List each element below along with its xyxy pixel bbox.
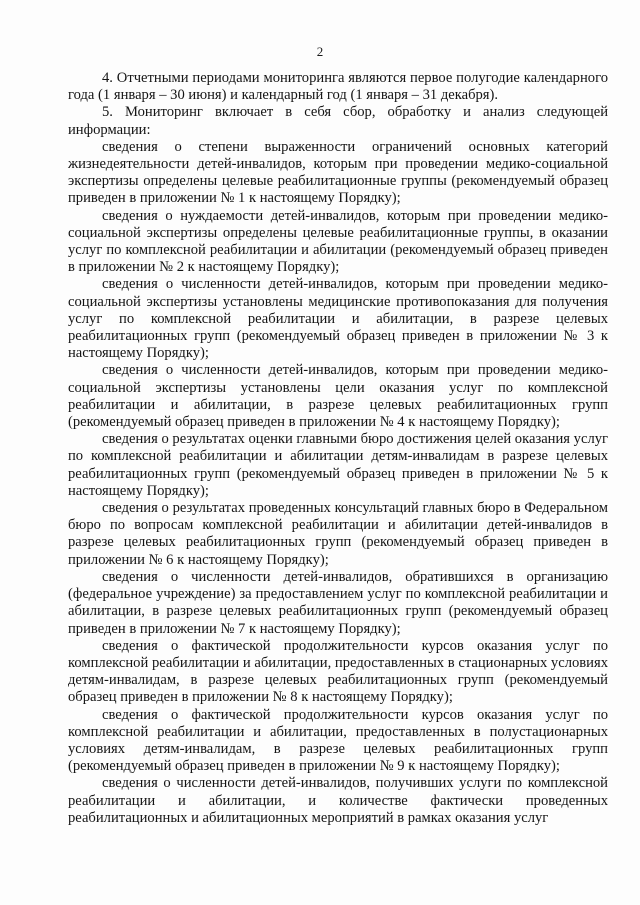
list-item-goals: сведения о численности детей-инвалидов, которым при проведении медико-социальной экспертизы установлены цели оказания услуг по комплексной реабилитации и абилитации, в разрезе целевых реабилитационных групп (рекомендуемый образец приведен в приложении № 4 к настоящему Порядку); <box>68 362 608 431</box>
document-body <box>68 70 608 827</box>
list-item-inpatient-duration: сведения о фактической продолжительности курсов оказания услуг по комплексной реабилитации и абилитации, предоставленных в стационарных условиях детям-инвалидам, в разрезе целевых реабилитационных групп (рекомендуемый образец приведен в приложении № 8 к настоящему Порядку); <box>68 637 608 706</box>
list-item-contraindications: сведения о численности детей-инвалидов, которым при проведении медико-социальной экспертизы установлены медицинские противопоказания для получения услуг по комплексной реабилитации и абилитации, в разрезе целевых реабилитационных групп (рекомендуемый образец приведен в приложении № 3 к настоящему Порядку); <box>68 276 608 362</box>
list-item-applications: сведения о численности детей-инвалидов, обратившихся в организацию (федеральное учреждение) за предоставлением услуг по комплексной реабилитации и абилитации, в разрезе целевых реабилитационных групп (рекомендуемый образец приведен в приложении № 7 к настоящему Порядку); <box>68 568 608 637</box>
list-item-assessment-results: сведения о результатах оценки главными бюро достижения целей оказания услуг по комплексной реабилитации и абилитации детям-инвалидам в разрезе целевых реабилитационных групп (рекомендуемый образец приведен в приложении № 5 к настоящему Порядку); <box>68 431 609 499</box>
paragraph-reporting-periods: 4. Отчетными периодами мониторинга являются первое полугодие календарного года (1 января – 30 июня) и календарный год (1 января – 31 декабря). <box>68 70 608 104</box>
paragraph-monitoring-scope: 5. Мониторинг включает в себя сбор, обработку и анализ следующей информации: <box>68 104 608 138</box>
page-number: 2 <box>316 44 324 59</box>
list-item-semi-inpatient-duration: сведения о фактической продолжительности курсов оказания услуг по комплексной реабилитации и абилитации, предоставленных в полустационарных условиях детям-инвалидам, в разрезе целевых реабилитационных групп (рекомендуемый образец приведен в приложении № 9 к настоящему Порядку); <box>68 706 608 775</box>
list-item-consultations: сведения о результатах проведенных консультаций главных бюро в Федеральном бюро по вопросам комплексной реабилитации и абилитации детей-инвалидов в разрезе целевых реабилитационных групп (рекомендуемый образец приведен в приложении № 6 к настоящему Порядку); <box>68 500 608 568</box>
list-item-needs: сведения о нуждаемости детей-инвалидов, которым при проведении медико-социальной экспертизы определены целевые реабилитационные группы, в оказании услуг по комплексной реабилитации и абилитации (рекомендуемый образец приведен в приложении № 2 к настоящему Порядку); <box>68 207 608 276</box>
list-item-limitations: сведения о степени выраженности ограничений основных категорий жизнедеятельности детей-инвалидов, которым при проведении медико-социальной экспертизы определены целевые реабилитационные группы (рекомендуемый образец приведен в приложении № 1 к настоящему Порядку); <box>68 138 608 207</box>
list-item-services-received: сведения о численности детей-инвалидов, получивших услуги по комплексной реабилитации и абилитации, и количестве фактически проведенных реабилитационных и абилитационных мероприятий в рамках оказания услуг <box>68 775 608 826</box>
